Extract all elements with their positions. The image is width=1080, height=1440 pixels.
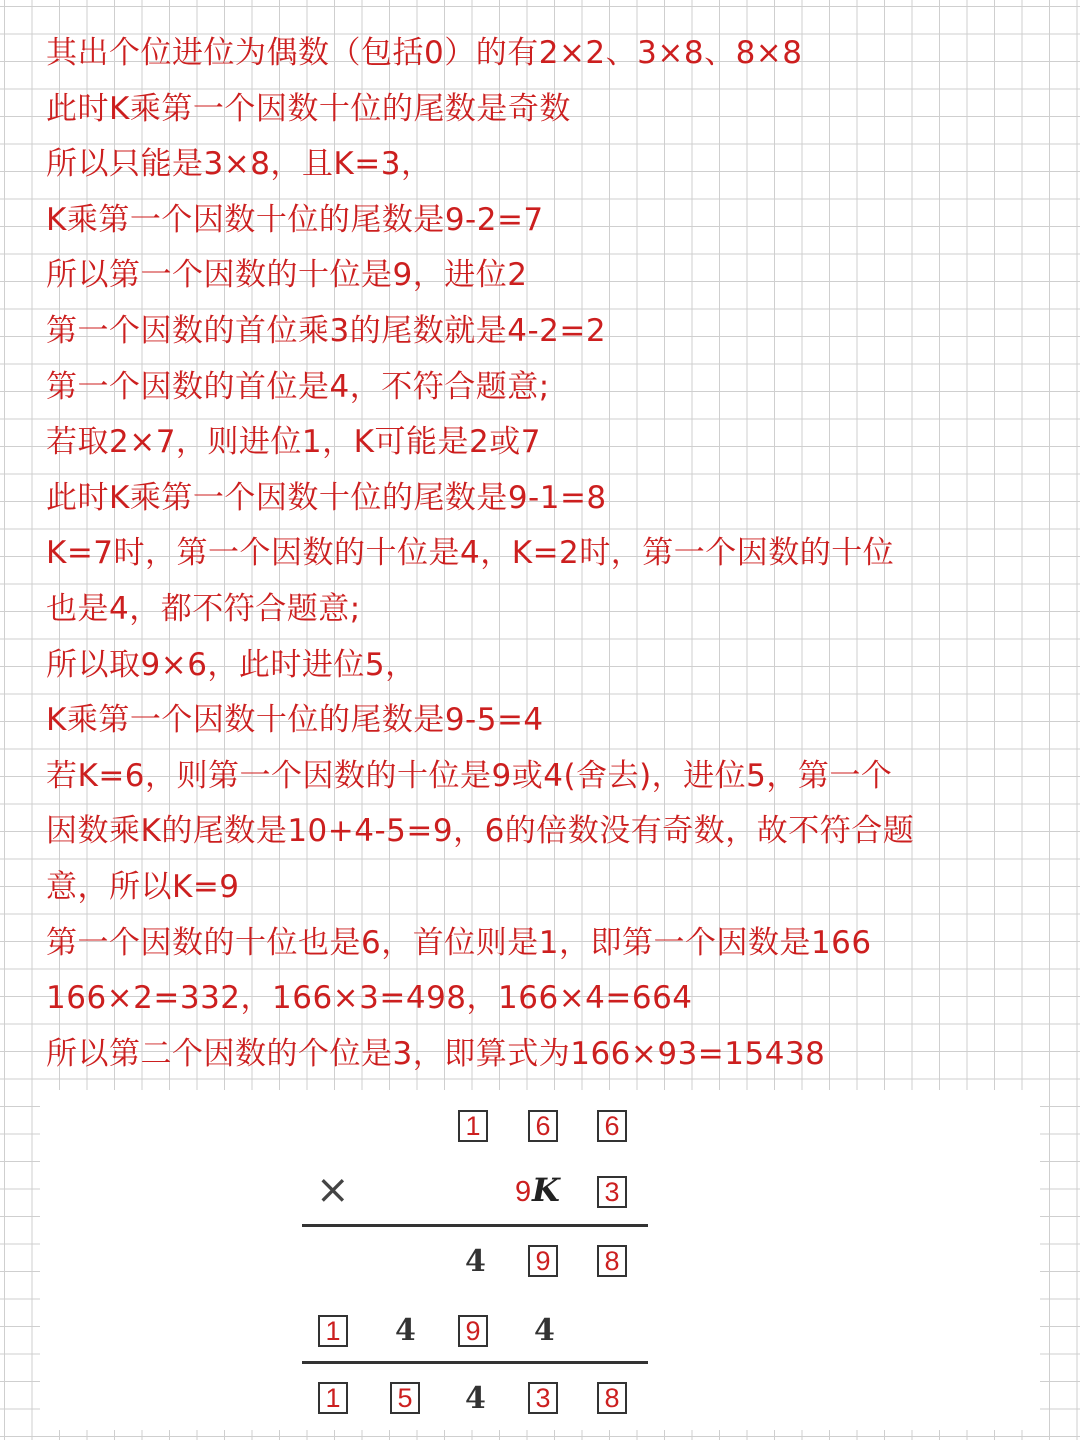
multiplicand-ones-box: 6 [597, 1110, 627, 1142]
product-digit: 4 [465, 1381, 486, 1416]
note-line: 第一个因数的首位乘3的尾数就是4-2=2 [46, 312, 607, 349]
times-sign: × [316, 1167, 350, 1213]
partial-product-two-digit: 4 [395, 1313, 416, 1348]
note-line: K乘第一个因数十位的尾数是9-2=7 [46, 201, 544, 238]
note-line: K=7时，第一个因数的十位是4，K=2时，第一个因数的十位 [46, 535, 895, 572]
note-line: 若取2×7，则进位1，K可能是2或7 [46, 424, 541, 461]
note-line: 所以第二个因数的个位是3，即算式为166×93=15438 [46, 1035, 826, 1072]
note-line: 此时K乘第一个因数十位的尾数是奇数 [46, 90, 571, 127]
note-line: 也是4，都不符合题意; [46, 590, 361, 627]
multiplier-ones-box: 3 [597, 1176, 627, 1208]
note-line: 第一个因数的十位也是6，首位则是1，即第一个因数是166 [46, 924, 872, 961]
handwritten-notes [46, 26, 1046, 1082]
partial-product-one-digit: 4 [465, 1244, 486, 1279]
note-line: 166×2=332，166×3=498，166×4=664 [46, 980, 693, 1017]
multiplicand-hundreds-box: 1 [458, 1110, 488, 1142]
product-box: 8 [597, 1382, 627, 1414]
partial-product-one-box: 8 [597, 1245, 627, 1277]
note-line: 所以第一个因数的十位是9，进位2 [46, 257, 528, 294]
note-line: 若K=6，则第一个因数的十位是9或4(舍去)，进位5，第一个 [46, 757, 893, 794]
multiplication-figure [40, 1090, 1040, 1430]
multiplier-tens-nine: 9 [515, 1176, 532, 1208]
note-line: 其出个位进位为偶数（包括0）的有2×2、3×8、8×8 [46, 35, 803, 71]
note-line: K乘第一个因数十位的尾数是9-5=4 [46, 702, 544, 739]
product-box: 3 [528, 1382, 558, 1414]
multiplicand-tens-box: 6 [528, 1110, 558, 1142]
note-line: 因数乘K的尾数是10+4-5=9，6的倍数没有奇数，故不符合题 [46, 813, 915, 850]
product-box: 5 [390, 1382, 420, 1414]
multiplier-k-letter: K [532, 1171, 560, 1209]
second-rule-line [302, 1361, 648, 1364]
note-line: 所以取9×6，此时进位5， [46, 646, 417, 683]
product-box: 1 [318, 1382, 348, 1414]
partial-product-one-box: 9 [528, 1245, 558, 1277]
partial-product-two-box: 1 [318, 1315, 348, 1347]
note-line: 此时K乘第一个因数十位的尾数是9-1=8 [46, 479, 607, 516]
note-line: 所以只能是3×8，且K=3， [46, 146, 433, 183]
note-line: 第一个因数的首位是4，不符合题意; [46, 368, 550, 405]
note-line: 意，所以K=9 [46, 868, 240, 905]
partial-product-two-digit: 4 [534, 1313, 555, 1348]
first-rule-line [302, 1224, 648, 1227]
partial-product-two-box: 9 [458, 1315, 488, 1347]
